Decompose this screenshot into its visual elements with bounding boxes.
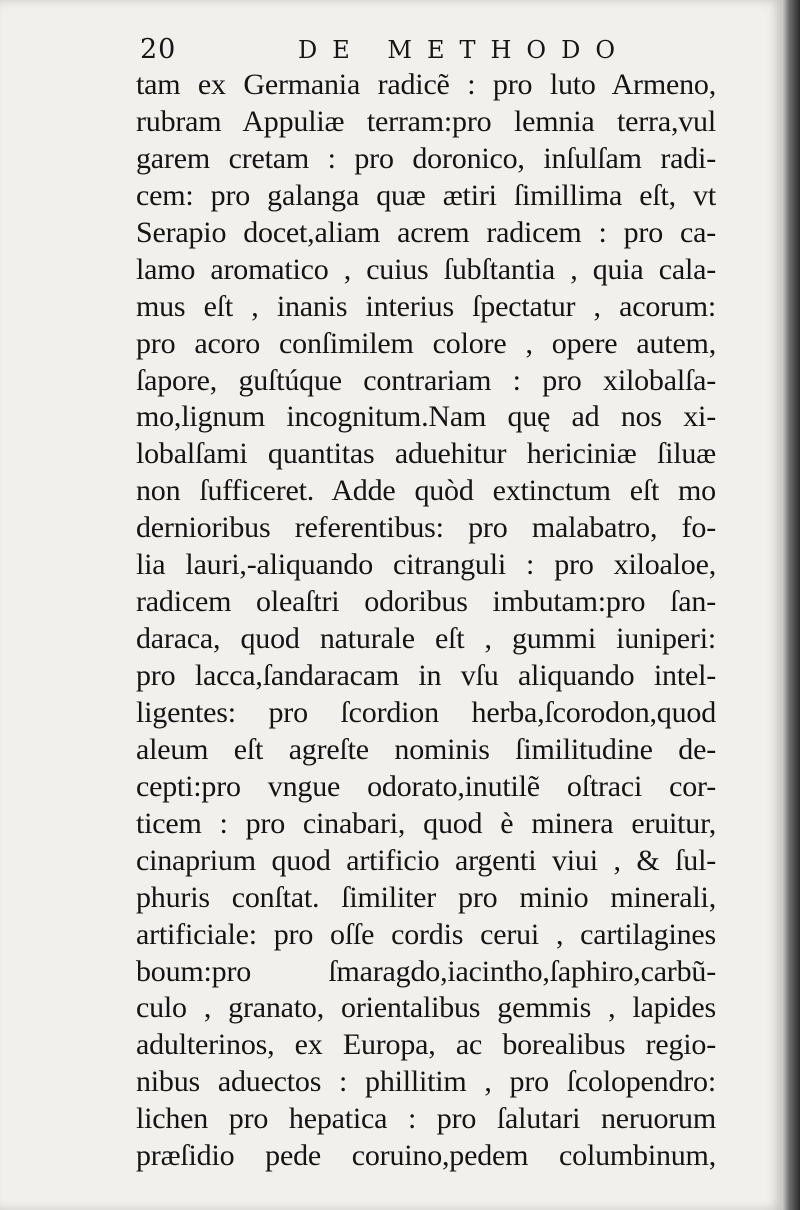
running-title: DE METHODO (298, 36, 631, 64)
text-line: phuris conſtat. ſimiliter pro minio minerali, (136, 880, 716, 914)
page-edge-shadow (782, 0, 800, 1210)
text-line: ticem : pro cinabari, quod è minera eruitur, (136, 806, 716, 840)
text-line: boum:pro ſmaragdo,iacintho,ſaphiro,carbũ- (136, 954, 716, 988)
text-line: lamo aromatico , cuius ſubſtantia , quia cala- (136, 252, 716, 286)
text-line: tam ex Germania radicẽ : pro luto Armeno, (136, 68, 716, 101)
body-text (136, 67, 716, 1175)
text-line: nibus aduectos : phillitim , pro ſcolopendro: (136, 1065, 716, 1099)
page-number: 20 (140, 34, 177, 65)
text-line: adulterinos, ex Europa, ac borealibus regio- (136, 1028, 716, 1062)
text-line: daraca, quod naturale eſt , gummi iuniperi: (136, 622, 716, 656)
text-line: Serapio docet,aliam acrem radicem : pro ca- (136, 215, 716, 249)
text-line: aleum eſt agreſte nominis ſimilitudine de- (136, 732, 716, 766)
text-line: pro acoro conſimilem colore , opere autem, (136, 326, 716, 360)
text-line: lia lauri,-aliquando citranguli : pro xiloaloe, (136, 548, 716, 582)
text-line: mo,lignum incognitum.Nam quę ad nos xi- (136, 400, 716, 434)
text-line: garem cretam : pro doronico, inſulſam radi- (136, 141, 716, 175)
text-line: artificiale: pro oſſe cordis cerui , cartilagines (136, 917, 716, 951)
text-line: dernioribus referentibus: pro malabatro, fo- (136, 511, 716, 545)
running-head (140, 28, 700, 68)
text-line: præſidio pede coruino,pedem columbinum, (136, 1139, 716, 1173)
text-line: ligentes: pro ſcordion herba,ſcorodon,quod (136, 695, 716, 729)
text-line: cem: pro galanga quæ ætiri ſimillima eſt, vt (136, 178, 716, 212)
text-line: radicem oleaſtri odoribus imbutam:pro ſan- (136, 585, 716, 619)
text-line: culo , granato, orientalibus gemmis , lapides (136, 991, 716, 1025)
text-line: cepti:pro vngue odorato,inutilẽ oſtraci cor- (136, 769, 716, 803)
text-line: non ſufficeret. Adde quòd extinctum eſt mo (136, 474, 716, 508)
text-line: mus eſt , inanis interius ſpectatur , acorum: (136, 289, 716, 323)
text-line: ſapore, guſtúque contrariam : pro xilobalſa- (136, 363, 716, 397)
text-line: rubram Appuliæ terram:pro lemnia terra,vul (136, 104, 716, 138)
text-line: lobalſami quantitas aduehitur hericiniæ ſiluæ (136, 437, 716, 471)
text-line: cinaprium quod artificio argenti viui , & ſul- (136, 843, 716, 877)
text-line: lichen pro hepatica : pro ſalutari neruorum (136, 1102, 716, 1136)
text-line: pro lacca,ſandaracam in vſu aliquando intel- (136, 659, 716, 692)
